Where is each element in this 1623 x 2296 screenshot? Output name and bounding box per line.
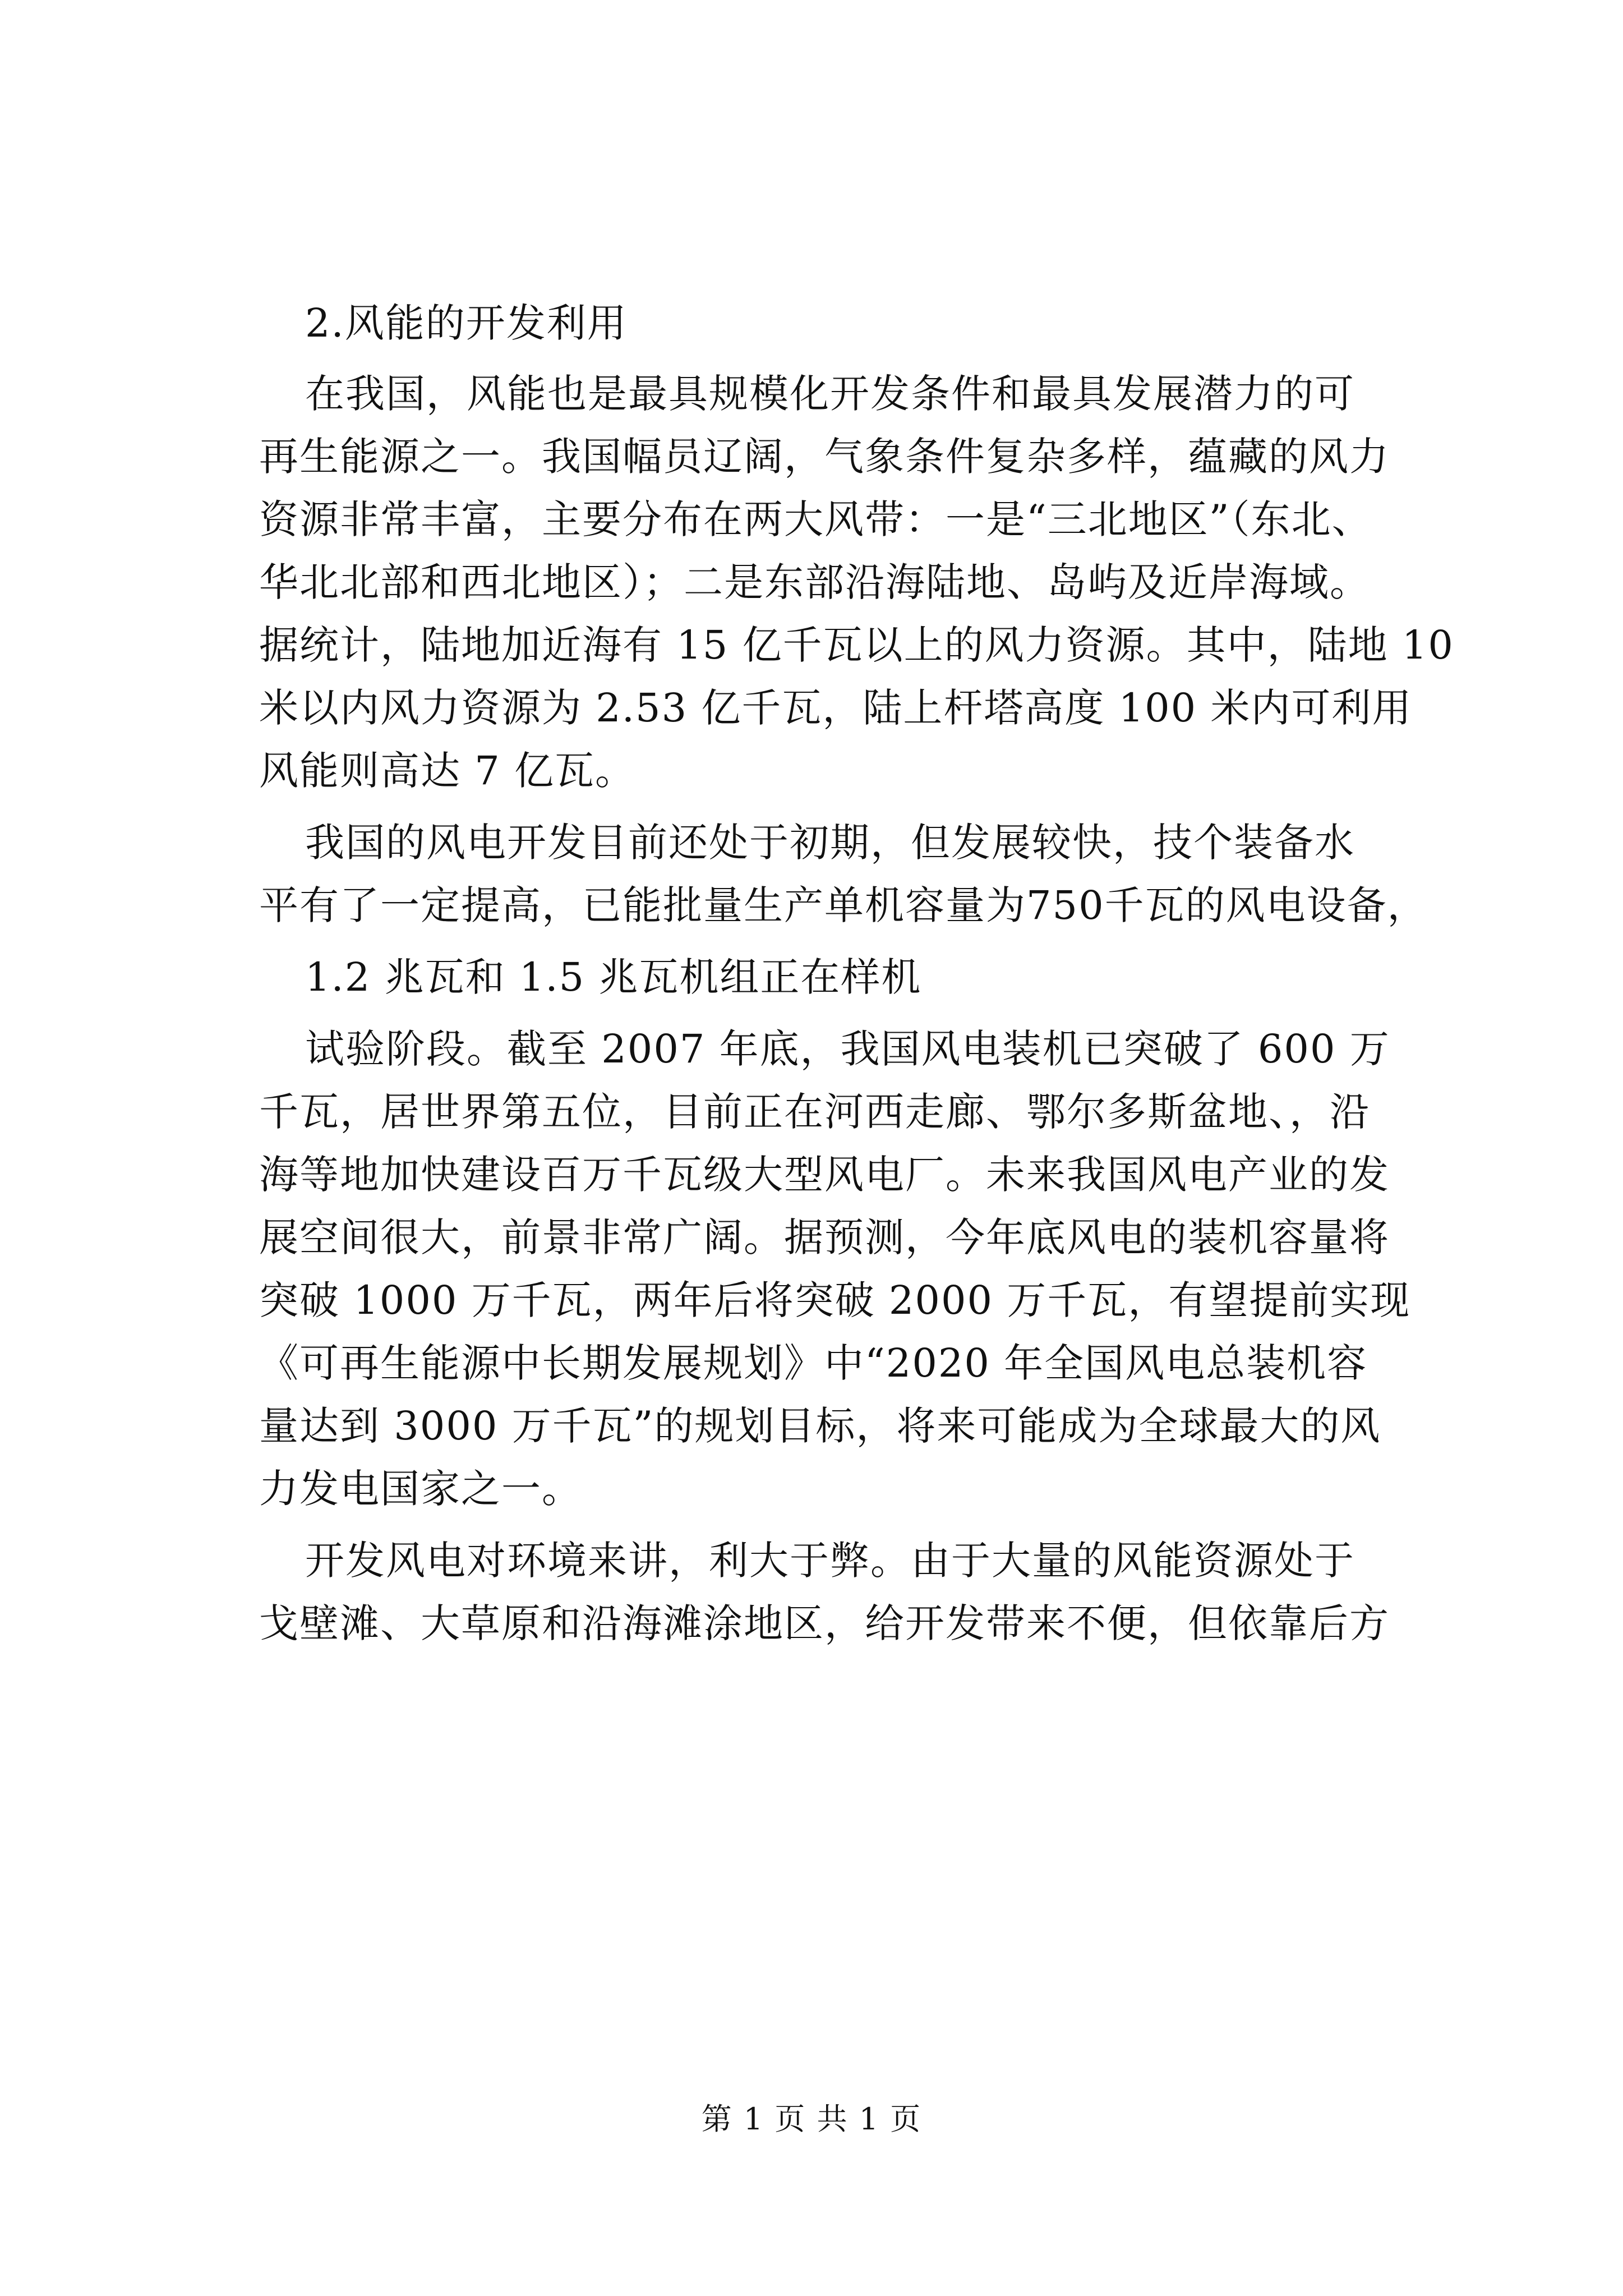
paragraph-line: 量达到 3000 万千瓦”的规划目标，将来可能成为全球最大的风	[259, 1403, 1381, 1449]
paragraph-line: 展空间很大，前景非常广阔。据预测，今年底风电的装机容量将	[259, 1214, 1390, 1260]
document-body	[259, 292, 1454, 1664]
paragraph-line: 风能则高达 7 亿瓦。	[259, 748, 636, 794]
paragraph-line: 戈壁滩、大草原和沿海滩涂地区，给开发带来不便，但依靠后方	[259, 1600, 1390, 1646]
paragraph-environment	[259, 1529, 1431, 1655]
paragraph-line: 突破 1000 万千瓦，两年后将突破 2000 万千瓦，有望提前实现	[259, 1277, 1411, 1323]
paragraph-line: 试验阶段。截至 2007 年底，我国风电装机已突破了 600 万	[305, 1026, 1390, 1072]
paragraph-line: 再生能源之一。我国幅员辽阔，气象条件复杂多样，蕴藏的风力	[259, 434, 1390, 480]
paragraph-installed-capacity	[259, 1018, 1431, 1520]
page-footer: 第 1 页 共 1 页	[701, 2101, 922, 2137]
paragraph-line: 力发电国家之一。	[259, 1466, 582, 1512]
paragraph-line: 海等地加快建设百万千瓦级大型风电厂。未来我国风电产业的发	[259, 1152, 1390, 1198]
paragraph-wind-resources	[259, 362, 1454, 802]
paragraph-line: 平有了一定提高，已能批量生产单机容量为750千瓦的风电设备，	[259, 882, 1428, 928]
section-heading: 2.风能的开发利用	[305, 300, 628, 346]
paragraph-line: 资源非常丰富，主要分布在两大风带：一是“三北地区”（东北、	[259, 496, 1372, 542]
paragraph-development-stage	[259, 811, 1431, 937]
paragraph-line: 《可再生能源中长期发展规划》中“2020 年全国风电总装机容	[259, 1340, 1368, 1386]
paragraph-prototype	[259, 946, 1431, 1009]
paragraph-line: 米以内风力资源为 2.53 亿千瓦，陆上杆塔高度 100 米内可利用	[259, 685, 1413, 731]
paragraph-line: 据统计，陆地加近海有 15 亿千瓦以上的风力资源。其中，陆地 10	[259, 622, 1454, 668]
paragraph-line: 千瓦，居世界第五位，目前正在河西走廊、鄂尔多斯盆地、，沿	[259, 1089, 1370, 1135]
paragraph-line: 华北北部和西北地区）；二是东部沿海陆地、岛屿及近岸海域。	[259, 559, 1370, 605]
paragraph-line: 我国的风电开发目前还处于初期，但发展较快，技个装备水	[305, 820, 1355, 866]
paragraph-line: 在我国，风能也是最具规模化开发条件和最具发展潜力的可	[305, 371, 1355, 417]
paragraph-line: 1.2 兆瓦和 1.5 兆瓦机组正在样机	[305, 954, 922, 1000]
paragraph-line: 开发风电对环境来讲，利大于弊。由于大量的风能资源处于	[305, 1538, 1355, 1584]
